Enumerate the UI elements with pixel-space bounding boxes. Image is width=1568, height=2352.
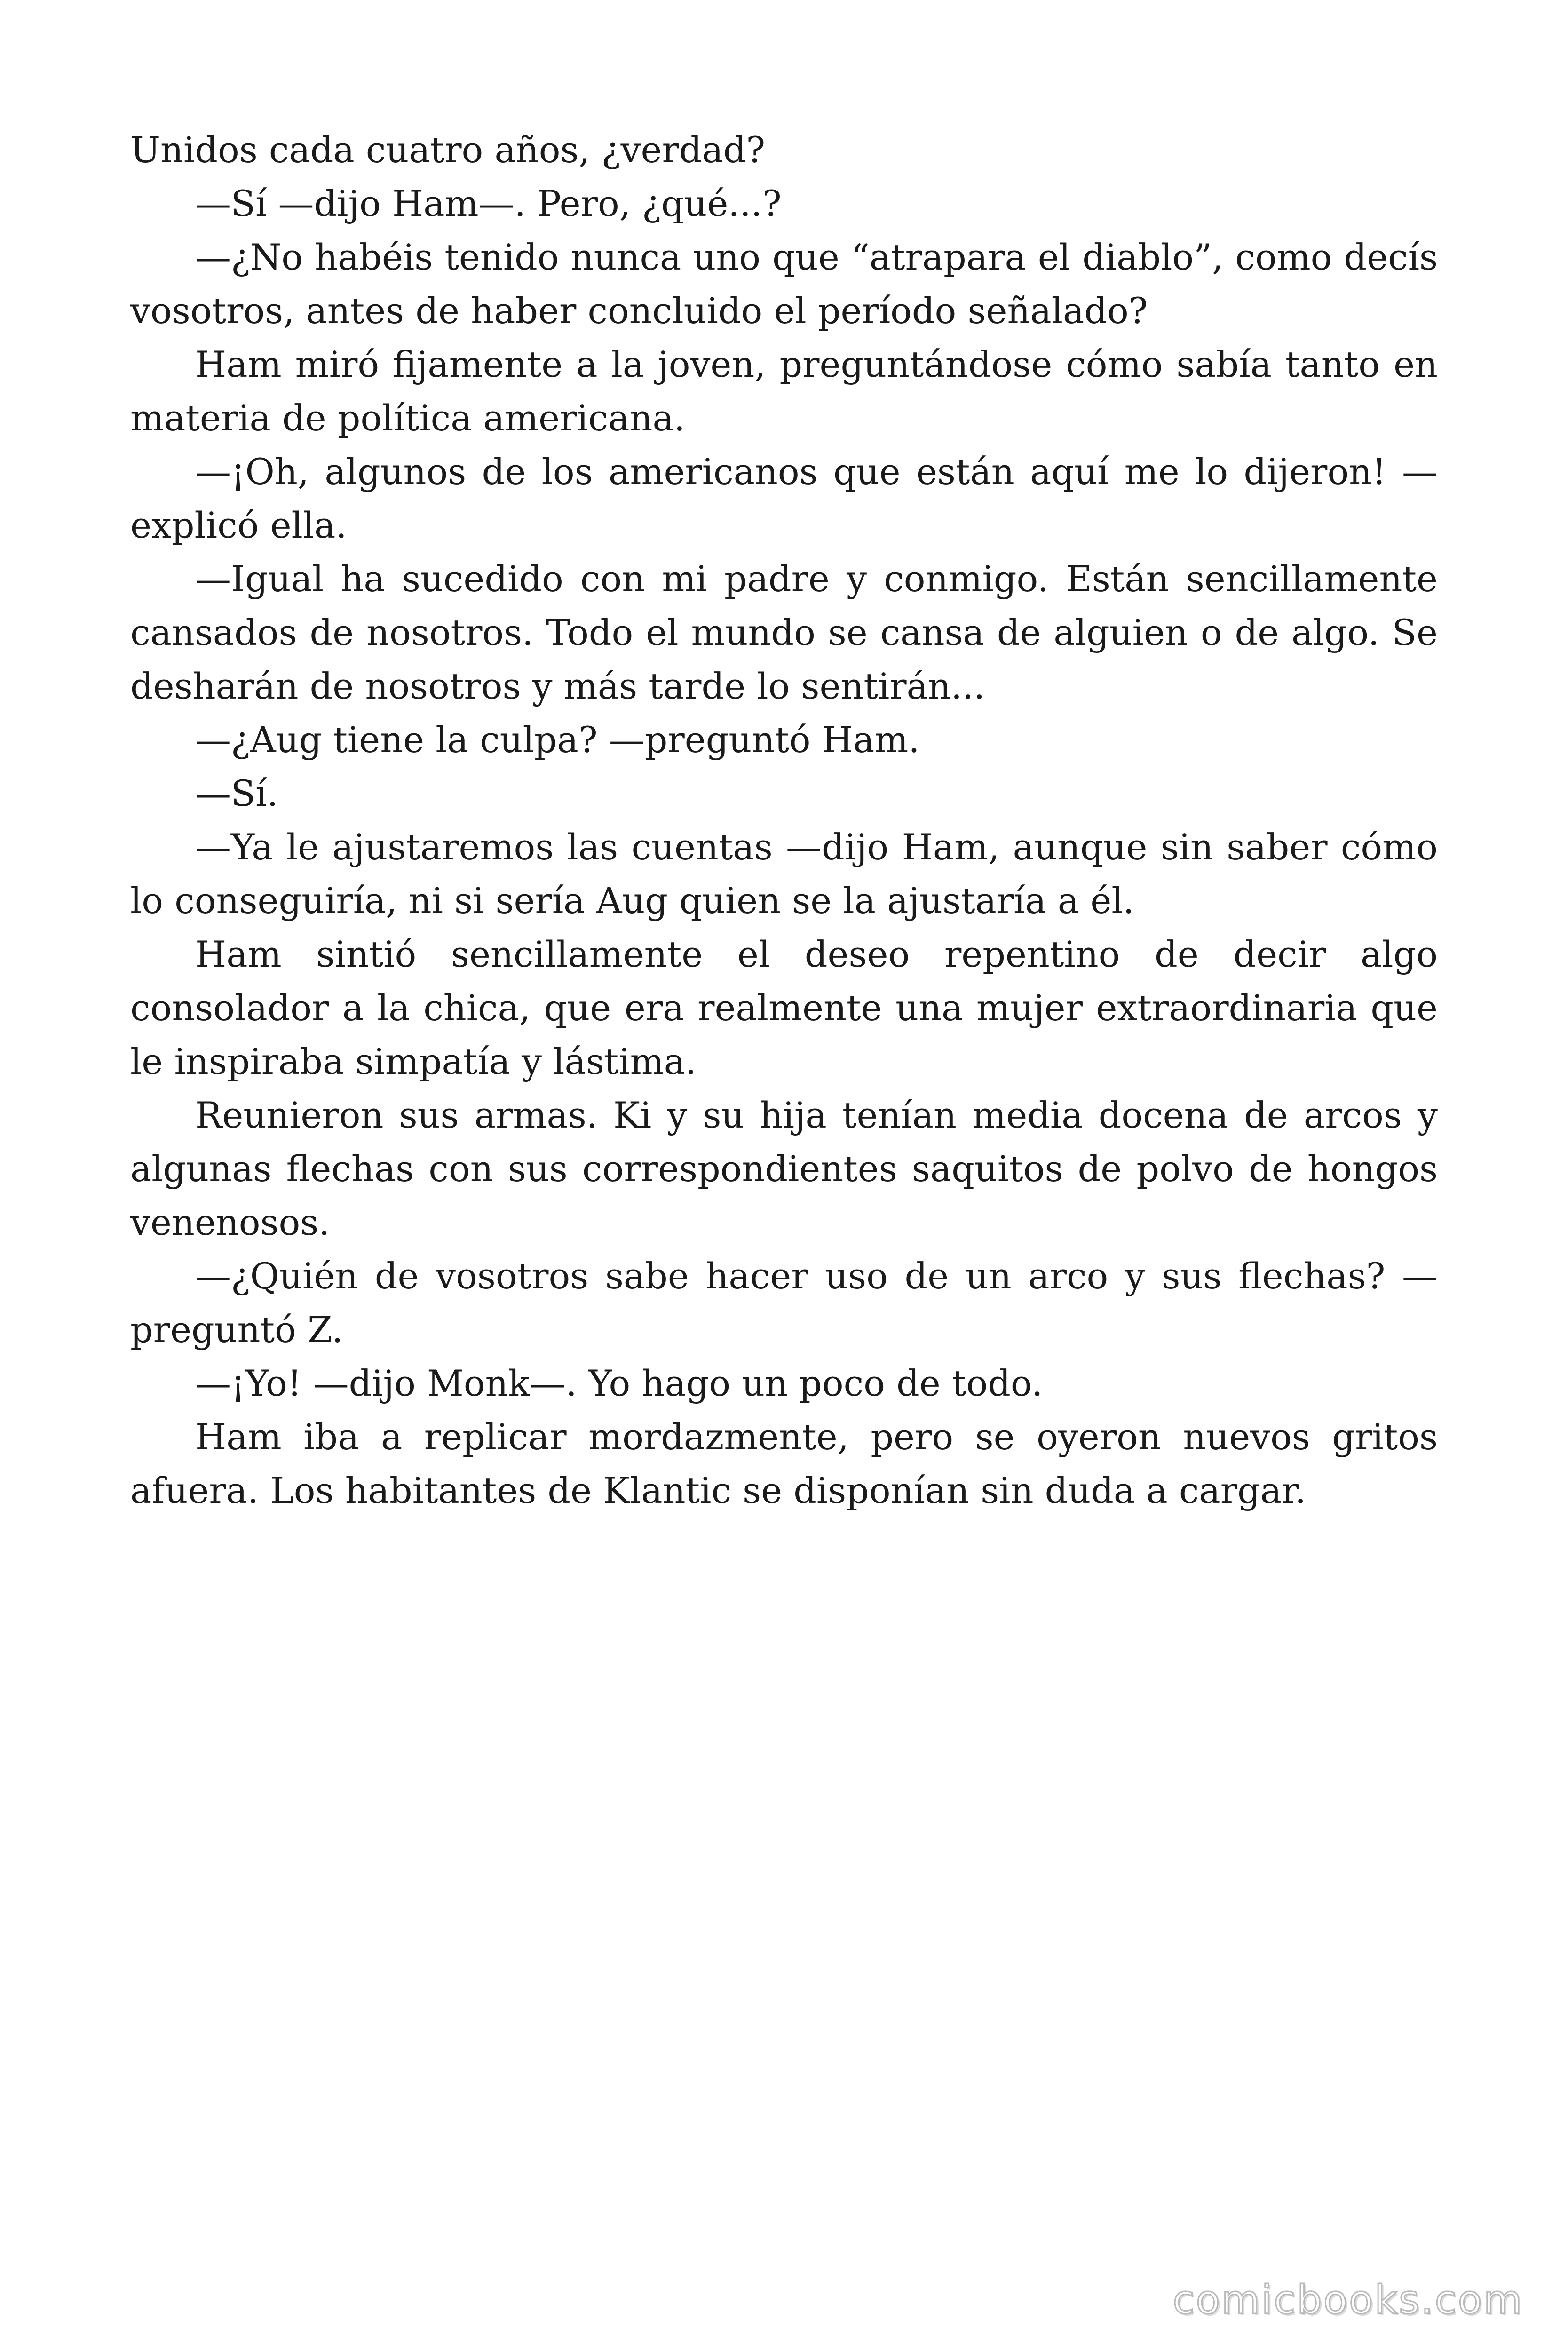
paragraph: —Ya le ajustaremos las cuentas —dijo Ham, aunque sin saber cómo lo conseguiría, ni si sería Aug quien se la ajustaría a él.	[130, 826, 1438, 922]
paragraph: —Sí —dijo Ham—. Pero, ¿qué...?	[195, 183, 782, 224]
page-body-text	[130, 123, 1438, 1518]
paragraph: Ham iba a replicar mordazmente, pero se oyeron nuevos gritos afuera. Los habitantes de Klantic se disponían sin duda a cargar.	[130, 1416, 1438, 1511]
watermark-logo: comicbooks.com	[1172, 2277, 1523, 2323]
paragraph: —¡Yo! —dijo Monk—. Yo hago un poco de todo.	[195, 1362, 1043, 1404]
paragraph: —Igual ha sucedido con mi padre y conmigo. Están sencillamente cansados de nosotros. Todo el mundo se cansa de alguien o de algo. Se desharán de nosotros y más tarde lo sentirán...	[130, 558, 1438, 707]
paragraph: Reunieron sus armas. Ki y su hija tenían media docena de arcos y algunas flechas con sus correspondientes saquitos de polvo de hongos venenosos.	[130, 1094, 1438, 1243]
paragraph: —¿Quién de vosotros sabe hacer uso de un arco y sus flechas? —preguntó Z.	[130, 1255, 1438, 1351]
paragraph: —Sí.	[195, 772, 278, 814]
paragraph: Ham miró fijamente a la joven, preguntándose cómo sabía tanto en materia de política americana.	[130, 343, 1438, 439]
paragraph: —¿No habéis tenido nunca uno que “atrapara el diablo”, como decís vosotros, antes de haber concluido el período señalado?	[130, 236, 1438, 332]
paragraph: —¿Aug tiene la culpa? —preguntó Ham.	[195, 719, 920, 761]
paragraph: —¡Oh, algunos de los americanos que están aquí me lo dijeron! —explicó ella.	[130, 451, 1438, 546]
paragraph: Ham sintió sencillamente el deseo repentino de decir algo consolador a la chica, que era realmente una mujer extraordinaria que le inspiraba simpatía y lástima.	[130, 933, 1438, 1082]
paragraph: Unidos cada cuatro años, ¿verdad?	[130, 129, 766, 171]
